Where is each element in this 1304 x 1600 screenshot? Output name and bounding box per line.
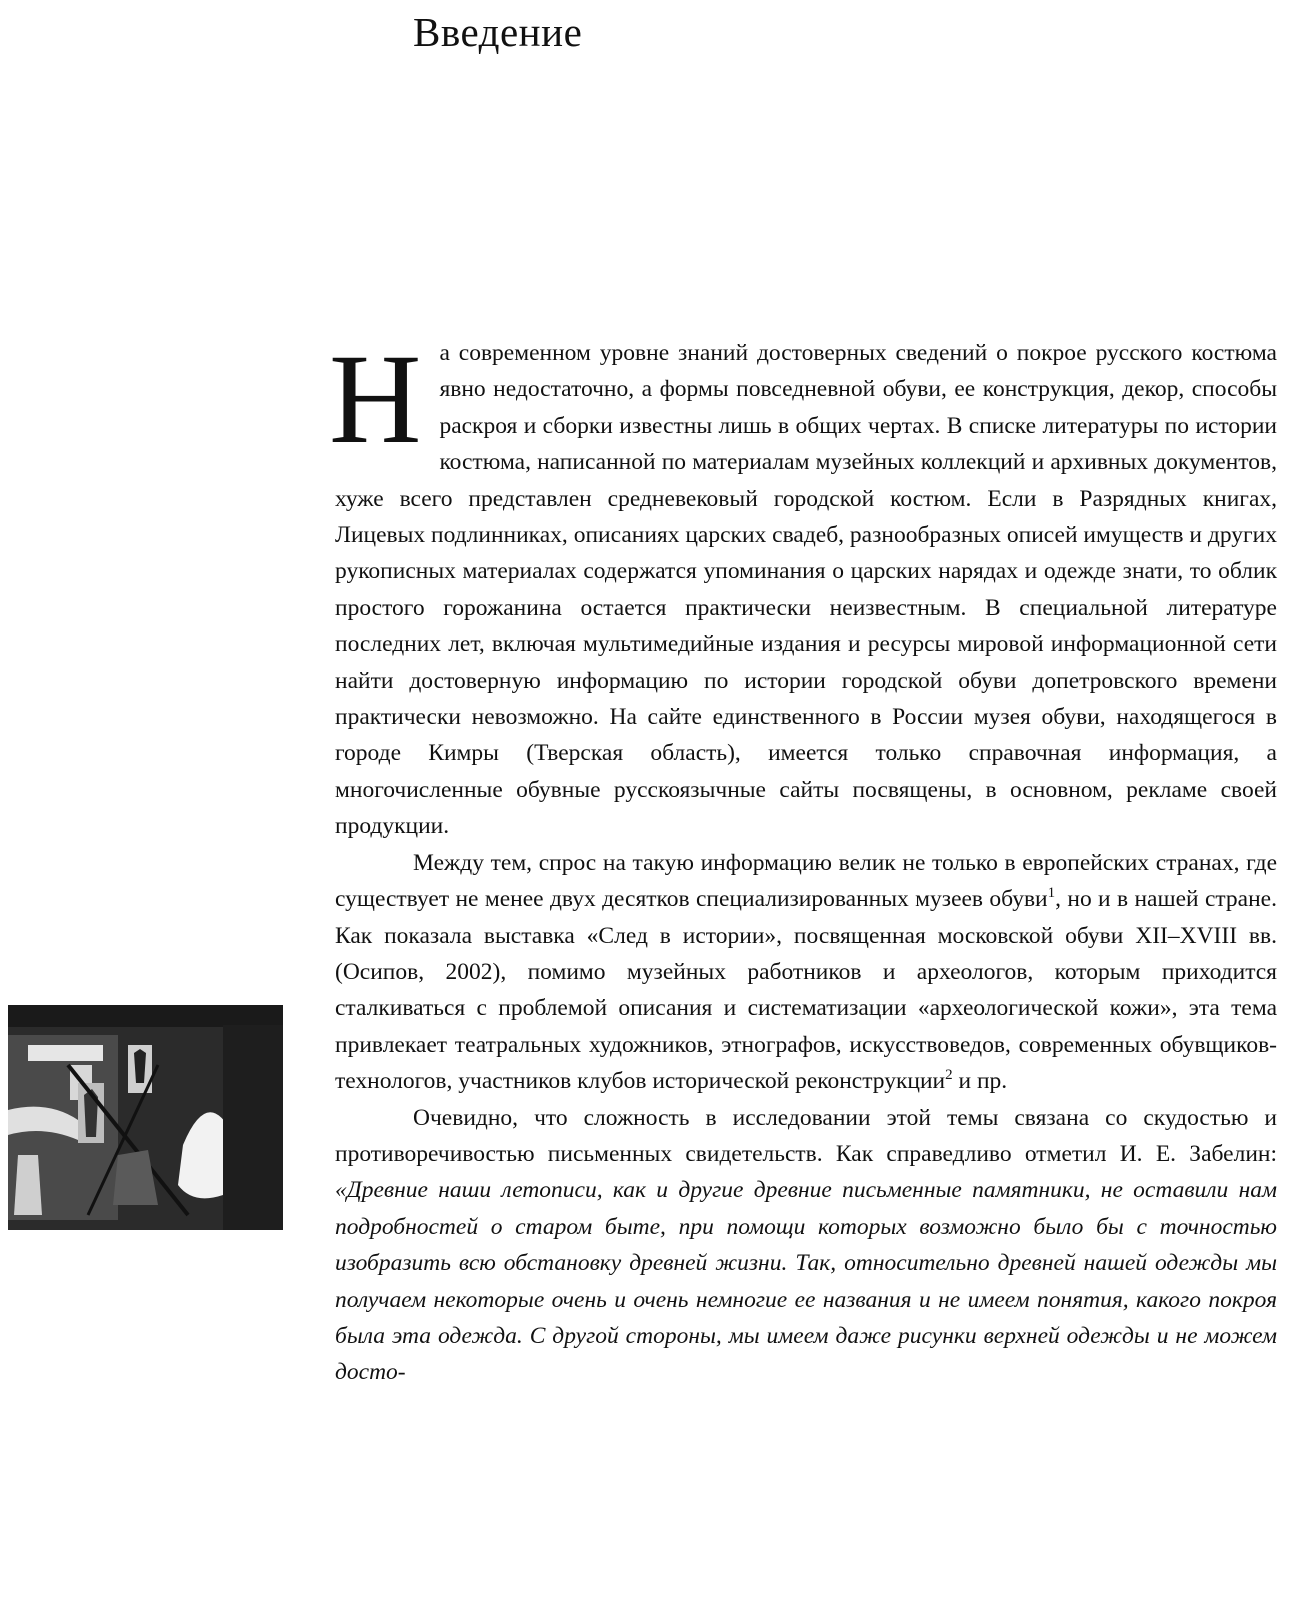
page-title: Введение bbox=[413, 9, 583, 55]
zabelin-quote: «Древние наши летописи, как и другие древние письменные памятники, не оставили нам подробностей о старом быте, при помощи которых возможно было бы с точностью изобразить всю обстановку древней жизни. Так, относительно древней нашей одежды мы получаем некоторые очень и очень немногие ее названия и не имеем понятия, какого покроя была эта одежда. С другой стороны, мы имеем даже рисунки верхней одежды и не можем досто- bbox=[335, 1177, 1277, 1386]
paragraph-3 bbox=[335, 1100, 1277, 1391]
paragraph-2-text-a: Между тем, спрос на такую информацию велик не только в европейских странах, где существует не менее двух десятков специализированных музеев обуви bbox=[335, 849, 1277, 913]
main-text bbox=[329, 328, 1277, 1391]
paragraph-2-text-b: , но и в нашей стране. Как показала выставка «След в истории», посвященная московской обуви XII–XVIII вв. (Осипов, 2002), помимо музейных работников и археологов, которым приходится сталкиваться с проблемой описания и систематизации «археологической кожи», эта тема привлекает театральных художников, этнографов, искусствоведов, современных обувщиков-технологов, участников клубов исторической реконструкции bbox=[335, 886, 1277, 1095]
exhibition-photo-image bbox=[8, 1005, 283, 1230]
drop-cap: Н bbox=[329, 328, 422, 470]
paragraph-1-text: а современном уровне знаний достоверных сведений о покрое русского костюма явно недостаточно, а формы повседневной обуви, ее конструкция, декор, способы раскроя и сборки известны лишь в общих чертах. В списке литературы по истории костюма, написанной по материалам музейных коллекций и архивных документов, хуже всего представлен средневековый городской костюм. Если в Разрядных книгах, Лицевых подлинниках, описаниях царских свадеб, разнообразных описей имуществ и других рукописных материалах содержатся упоминания о царских нарядах и одежде знати, то облик простого горожанина остается практически неизвестным. В специальной литературе последних лет, включая мультимедийные издания и ресурсы мировой информационной сети найти достоверную информацию по истории городской обуви допетровского времени практически невозможно. На сайте единственного в России музея обуви, находящегося в городе Кимры (Тверская область), имеется только справочная информация, а многочисленные обувные русскоязычные сайты посвящены, в основном, рекламе своей продукции. bbox=[335, 340, 1277, 840]
footnote-ref-2[interactable]: 2 bbox=[945, 1067, 953, 1084]
paragraph-3-text: Очевидно, что сложность в исследовании этой темы связана со скудостью и противоречивостью письменных свидетельств. Как справедливо отметил И. Е. Забелин: bbox=[335, 1104, 1277, 1167]
exhibition-photo bbox=[8, 1005, 283, 1230]
paragraph-1 bbox=[329, 328, 1277, 845]
paragraph-2-text-c: и пр. bbox=[952, 1068, 1008, 1095]
paragraph-2 bbox=[335, 845, 1277, 1100]
footnote-ref-1[interactable]: 1 bbox=[1047, 885, 1056, 902]
